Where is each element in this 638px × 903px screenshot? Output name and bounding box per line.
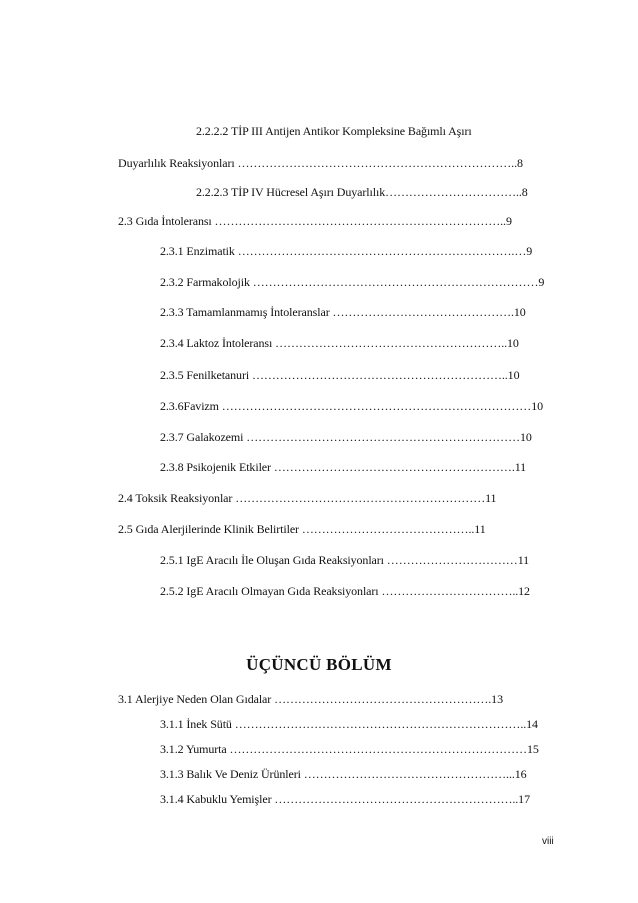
toc-entry-2-3-4: 2.3.4 Laktoz İntoleransı …………………………………………………..10 (160, 336, 519, 350)
toc-entry-2-3-1: 2.3.1 Enzimatik …………………………………………………………….…9 (160, 244, 533, 258)
toc-entry-2-3-7: 2.3.7 Galakozemi ……………………………………………………………10 (160, 430, 532, 444)
toc-entry-3-1-2: 3.1.2 Yumurta …………………………………………………………………15 (160, 742, 539, 756)
toc-entry-2-3-8: 2.3.8 Psikojenik Etkiler …………………………………………………….11 (160, 460, 527, 474)
section-heading: ÜÇÜNCÜ BÖLÜM (246, 655, 392, 674)
toc-entry-2-3-2: 2.3.2 Farmakolojik ………………………………………………………………9 (160, 275, 545, 289)
toc-entry-2-4: 2.4 Toksik Reaksiyonlar ………………………………………………………11 (118, 491, 497, 505)
toc-entry-3-1-4: 3.1.4 Kabuklu Yemişler ……………………………………………………..17 (160, 792, 530, 806)
toc-entry-3-1-3: 3.1.3 Balık Ve Deniz Ürünleri ……………………………………………...16 (160, 767, 527, 781)
toc-entry-2-2-2-2: 2.2.2.2 TİP III Antijen Antikor Kompleksine Bağımlı Aşırı (196, 124, 472, 138)
toc-entry-2-5-2: 2.5.2 IgE Aracılı Olmayan Gıda Reaksiyonları ……………………………..12 (160, 584, 530, 598)
toc-entry-2-3: 2.3 Gıda İntoleransı ………………………………………………………………..9 (118, 214, 512, 228)
toc-entry-2-2-2-2-cont: Duyarlılık Reaksiyonları ……………………………………………………………..8 (118, 156, 523, 170)
toc-entry-3-1-1: 3.1.1 İnek Sütü ………………………………………………………………..14 (160, 717, 538, 731)
toc-entry-2-3-5: 2.3.5 Fenilketanuri ………………………………………………………..10 (160, 368, 520, 382)
toc-entry-2-3-3: 2.3.3 Tamamlanmamış İntoleranslar ……………………………………….10 (160, 305, 526, 319)
toc-entry-2-5: 2.5 Gıda Alerjilerinde Klinik Belirtiler ……………………………………..11 (118, 522, 486, 536)
toc-entry-2-3-6: 2.3.6Favizm ……………………………………………………………………10 (160, 399, 543, 413)
toc-entry-3-1: 3.1 Alerjiye Neden Olan Gıdalar ……………………………………………….13 (118, 692, 503, 706)
toc-entry-2-5-1: 2.5.1 IgE Aracılı İle Oluşan Gıda Reaksiyonları ……………………………11 (160, 553, 530, 567)
page-number: viii (542, 836, 554, 847)
toc-entry-2-2-2-3: 2.2.2.3 TİP IV Hücresel Aşırı Duyarlılık……………………………..8 (196, 185, 528, 199)
